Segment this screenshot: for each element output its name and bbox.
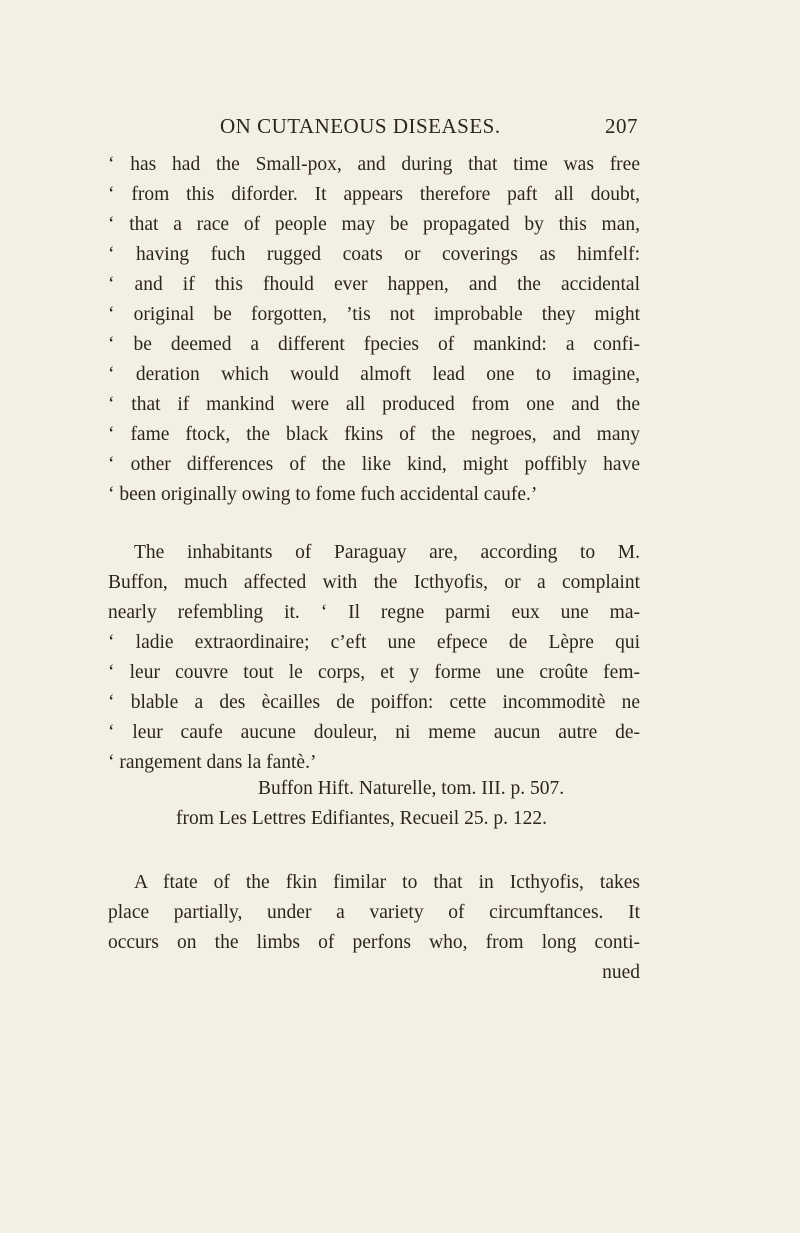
paragraph-line: Buffon, much affected with the Icthyofis, or a complaint — [108, 572, 640, 593]
quote-line: ‘ deration which would almoft lead one to imagine, — [108, 364, 640, 385]
quote-line: ‘ has had the Small-pox, and during that time was free — [108, 154, 640, 175]
reference-line: Buffon Hift. Naturelle, tom. III. p. 507. — [258, 778, 565, 799]
paragraph-line: nearly refembling it. ‘ Il regne parmi eux une ma- — [108, 602, 640, 623]
paragraph-line: ‘ leur caufe aucune douleur, ni meme aucun autre de- — [108, 722, 640, 743]
paragraph-line: ‘ rangement dans la fantè.’ — [108, 752, 317, 773]
paragraph-line: ‘ blable a des ècailles de poiffon: cette incommoditè ne — [108, 692, 640, 713]
quote-line: ‘ be deemed a different fpecies of mankind: a confi- — [108, 334, 640, 355]
running-title: ON CUTANEOUS DISEASES. — [220, 114, 501, 138]
paragraph-line: ‘ ladie extraordinaire; c’eft une efpece de Lèpre qui — [108, 632, 640, 653]
paragraph-line: The inhabitants of Paraguay are, according to M. — [134, 542, 640, 563]
quote-line: ‘ fame ftock, the black fkins of the negroes, and many — [108, 424, 640, 445]
quote-line: ‘ other differences of the like kind, might poffibly have — [108, 454, 640, 475]
quote-line: ‘ having fuch rugged coats or coverings as himfelf: — [108, 244, 640, 265]
running-header — [118, 114, 638, 144]
reference-line: from Les Lettres Edifiantes, Recueil 25. p. 122. — [176, 808, 547, 829]
paragraph-line: occurs on the limbs of perfons who, from long conti- — [108, 932, 640, 953]
page-number: 207 — [605, 114, 638, 138]
quote-line: ‘ original be forgotten, ’tis not improbable they might — [108, 304, 640, 325]
quote-line: ‘ been originally owing to fome fuch accidental caufe.’ — [108, 484, 538, 505]
quote-line: ‘ from this diforder. It appears therefore paft all doubt, — [108, 184, 640, 205]
paragraph-line: place partially, under a variety of circumftances. It — [108, 902, 640, 923]
quote-line: ‘ that a race of people may be propagated by this man, — [108, 214, 640, 235]
catchword: nued — [602, 962, 640, 983]
paragraph-line: ‘ leur couvre tout le corps, et y forme une croûte fem- — [108, 662, 640, 683]
quote-line: ‘ and if this fhould ever happen, and the accidental — [108, 274, 640, 295]
quote-line: ‘ that if mankind were all produced from one and the — [108, 394, 640, 415]
paragraph-line: A ftate of the fkin fimilar to that in Icthyofis, takes — [134, 872, 640, 893]
